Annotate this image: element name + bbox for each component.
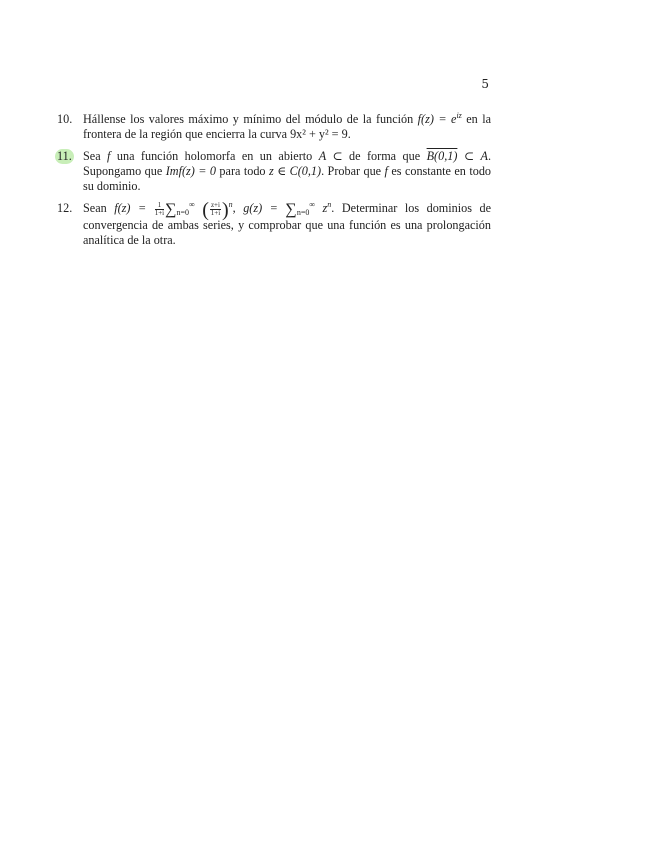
page-number: 5: [481, 77, 489, 91]
math-sum-bounds: n=0: [176, 208, 190, 217]
problem-12: 12. Sean f(z) = $\frac{1}{1+i}$ $\sum_{n=0}^\infty$ ( $\frac{z+i}{1+i}$ )$^n$, $g(z) = \sum_{n=0}^\infty$ $z^n$. Determinar los dominios de convergencia de ambas series, y comprobar que una función es una prolongación analítica de la otra.: [57, 199, 491, 247]
math-subset: ⊂: [463, 149, 475, 163]
problem-text: en la frontera de la región que encierra la curva: [83, 112, 492, 141]
math-closed-ball: B(0,1): [426, 149, 458, 163]
math-fraction: $\frac{z+i}{1+i}$: [210, 200, 221, 217]
problem-text: . Supongamo que: [83, 149, 492, 178]
math-imaginary-part: Imf(z) = 0: [165, 164, 216, 178]
problem-text: una función holomorfa en un abierto: [110, 149, 319, 163]
problem-list: [57, 111, 492, 255]
math-curve: 9x² + y² = 9.: [290, 127, 351, 141]
problem-number-highlighted: 11.: [57, 149, 72, 163]
problem-number: 10.: [57, 112, 73, 126]
problem-text: . Probar que: [321, 164, 385, 178]
math-z-circle: z ∈ C(0,1): [268, 164, 322, 178]
math-zn: z: [322, 201, 328, 215]
math-gz: , g(z) =: [232, 201, 278, 215]
math-set-A: A: [480, 149, 488, 163]
math-f: f: [384, 164, 388, 178]
problem-text: de forma que: [342, 149, 427, 163]
problem-11: [57, 149, 492, 194]
problem-number: 12.: [57, 201, 73, 215]
math-exponent: iz: [456, 111, 462, 120]
math-set-A: A ⊂: [318, 149, 343, 163]
problem-text: para todo: [216, 164, 269, 178]
math-fz: f(z) =: [114, 201, 147, 215]
problem-10: [57, 111, 492, 142]
problem-text: Sean: [83, 201, 115, 215]
math-power: n: [228, 200, 233, 209]
math-f: f: [107, 149, 111, 163]
problem-text: es constante en todo su dominio.: [83, 164, 492, 193]
math-sum-symbol: ∑: [285, 201, 297, 218]
problem-text: . Determinar los dominios de convergencia de ambas series, y comprobar que una función es una prolongación analítica de la otra.: [83, 201, 491, 247]
problem-text: Hállense los valores máximo y mínimo del módulo de la función: [83, 112, 418, 126]
problem-text: Sea: [83, 149, 108, 163]
math-sum-symbol: ∑: [165, 201, 177, 218]
math-fraction: $\frac{1}{1+i}$: [154, 200, 165, 217]
math-function: f(z) = e: [417, 112, 457, 126]
